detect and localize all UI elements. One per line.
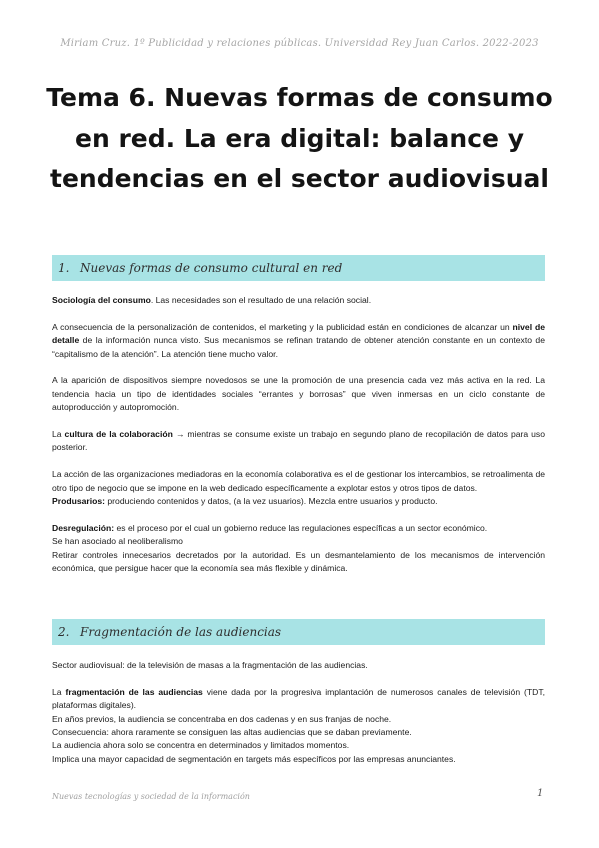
bold-term: Desregulación:	[52, 522, 115, 533]
paragraph	[52, 294, 545, 307]
paragraph-text: es el proceso por el cual un gobierno reduce las regulaciones específicas a un sector económico.	[114, 522, 488, 533]
section-heading-1	[52, 255, 545, 281]
paragraph-text: de la información nunca visto. Sus mecanismos se refinan tratando de obtener atención constante en un contexto de “capitalismo de la atención”. La atención tiene mucho valor.	[52, 335, 545, 359]
paragraph-text: Implica una mayor capacidad de segmentación en targets más específicos por las empresas anunciantes.	[52, 753, 456, 764]
paragraph	[52, 753, 545, 766]
bold-term: cultura de la colaboración	[64, 429, 173, 440]
section-2-content	[52, 659, 545, 766]
paragraph-text: Consecuencia: ahora raramente se consiguen las altas audiencias que se daban previamente.	[52, 727, 412, 738]
section-title: Fragmentación de las audiencias	[80, 625, 282, 639]
paragraph-text: → mientras se consume existe un trabajo en segundo plano de recopilación de datos para uso posterior.	[52, 429, 545, 453]
paragraph	[52, 686, 545, 713]
section-number: 2.	[58, 625, 70, 639]
paragraph-text: A consecuencia de la personalización de contenidos, el marketing y la publicidad están en condiciones de alcanzar un	[52, 321, 513, 332]
bold-term: fragmentación de las audiencias	[65, 686, 203, 697]
section-number: 1.	[58, 261, 70, 275]
paragraph	[52, 739, 545, 752]
paragraph-text: En años previos, la audiencia se concentraba en dos cadenas y en sus franjas de noche.	[52, 713, 392, 724]
paragraph-text: produciendo contenidos y datos, (a la vez usuarios). Mezcla entre usuarios y producto.	[105, 496, 438, 507]
section-heading-2	[52, 619, 545, 645]
paragraph	[52, 726, 545, 739]
paragraph	[52, 468, 545, 495]
footer-note: Nuevas tecnologías y sociedad de la información	[52, 792, 250, 801]
paragraph-text: La	[52, 686, 66, 697]
paragraph	[52, 374, 545, 414]
paragraph-text: viene dada por la progresiva implantación de numerosos canales de televisión (TDT, plataformas digitales).	[52, 686, 546, 711]
paragraph	[52, 713, 545, 726]
bold-term: nivel de detalle	[52, 321, 545, 346]
paragraph-text: Retirar controles innecesarios decretados por la autoridad. Es un desmantelamiento de los mecanismos de intervención económica, que persigue hacer que la economía sea más flexible y dinámica.	[52, 549, 545, 574]
bold-term: Sociología del consumo	[52, 295, 151, 305]
page-number: 1	[537, 788, 544, 799]
paragraph-text: La audiencia ahora solo se concentra en determinados y limitados momentos.	[52, 740, 350, 751]
paragraph-text: . Las necesidades son el resultado de una relación social.	[150, 295, 372, 305]
paragraph-text: La acción de las organizaciones mediadoras en la economía colaborativa es el de gestionar los intercambios, se retroalimenta de otro tipo de negocio que se impone en la web dedicado específicamente a explotar estos y otros tipos de datos.	[52, 469, 545, 493]
paragraph	[52, 659, 545, 672]
page-title: Tema 6. Nuevas formas de consumo en red. La era digital: balance y tendencias en el sector audiovisual	[46, 83, 553, 193]
paragraph-text: A la aparición de dispositivos siempre novedosos se une la promoción de una presencia cada vez más activa en la red. La tendencia hacia un tipo de identidades sociales “errantes y borrosas” que viven inmersas en un ciclo constante de autoproducción y autopromoción.	[52, 375, 545, 413]
bold-term: Produsarios:	[52, 496, 106, 507]
paragraph	[52, 522, 545, 535]
paragraph	[52, 321, 545, 361]
paragraph-text: Se han asociado al neoliberalismo	[52, 536, 183, 547]
header-note: Miriam Cruz. 1º Publicidad y relaciones públicas. Universidad Rey Juan Carlos. 2022-2023	[60, 38, 539, 49]
section-title: Nuevas formas de consumo cultural en red	[80, 261, 343, 275]
paragraph	[52, 428, 545, 455]
paragraph-text: La	[52, 429, 65, 440]
paragraph	[52, 535, 545, 548]
paragraph	[52, 495, 545, 508]
section-1-content	[52, 294, 545, 575]
paragraph	[52, 549, 545, 576]
paragraph-text: Sector audiovisual: de la televisión de masas a la fragmentación de las audiencias.	[52, 660, 368, 670]
